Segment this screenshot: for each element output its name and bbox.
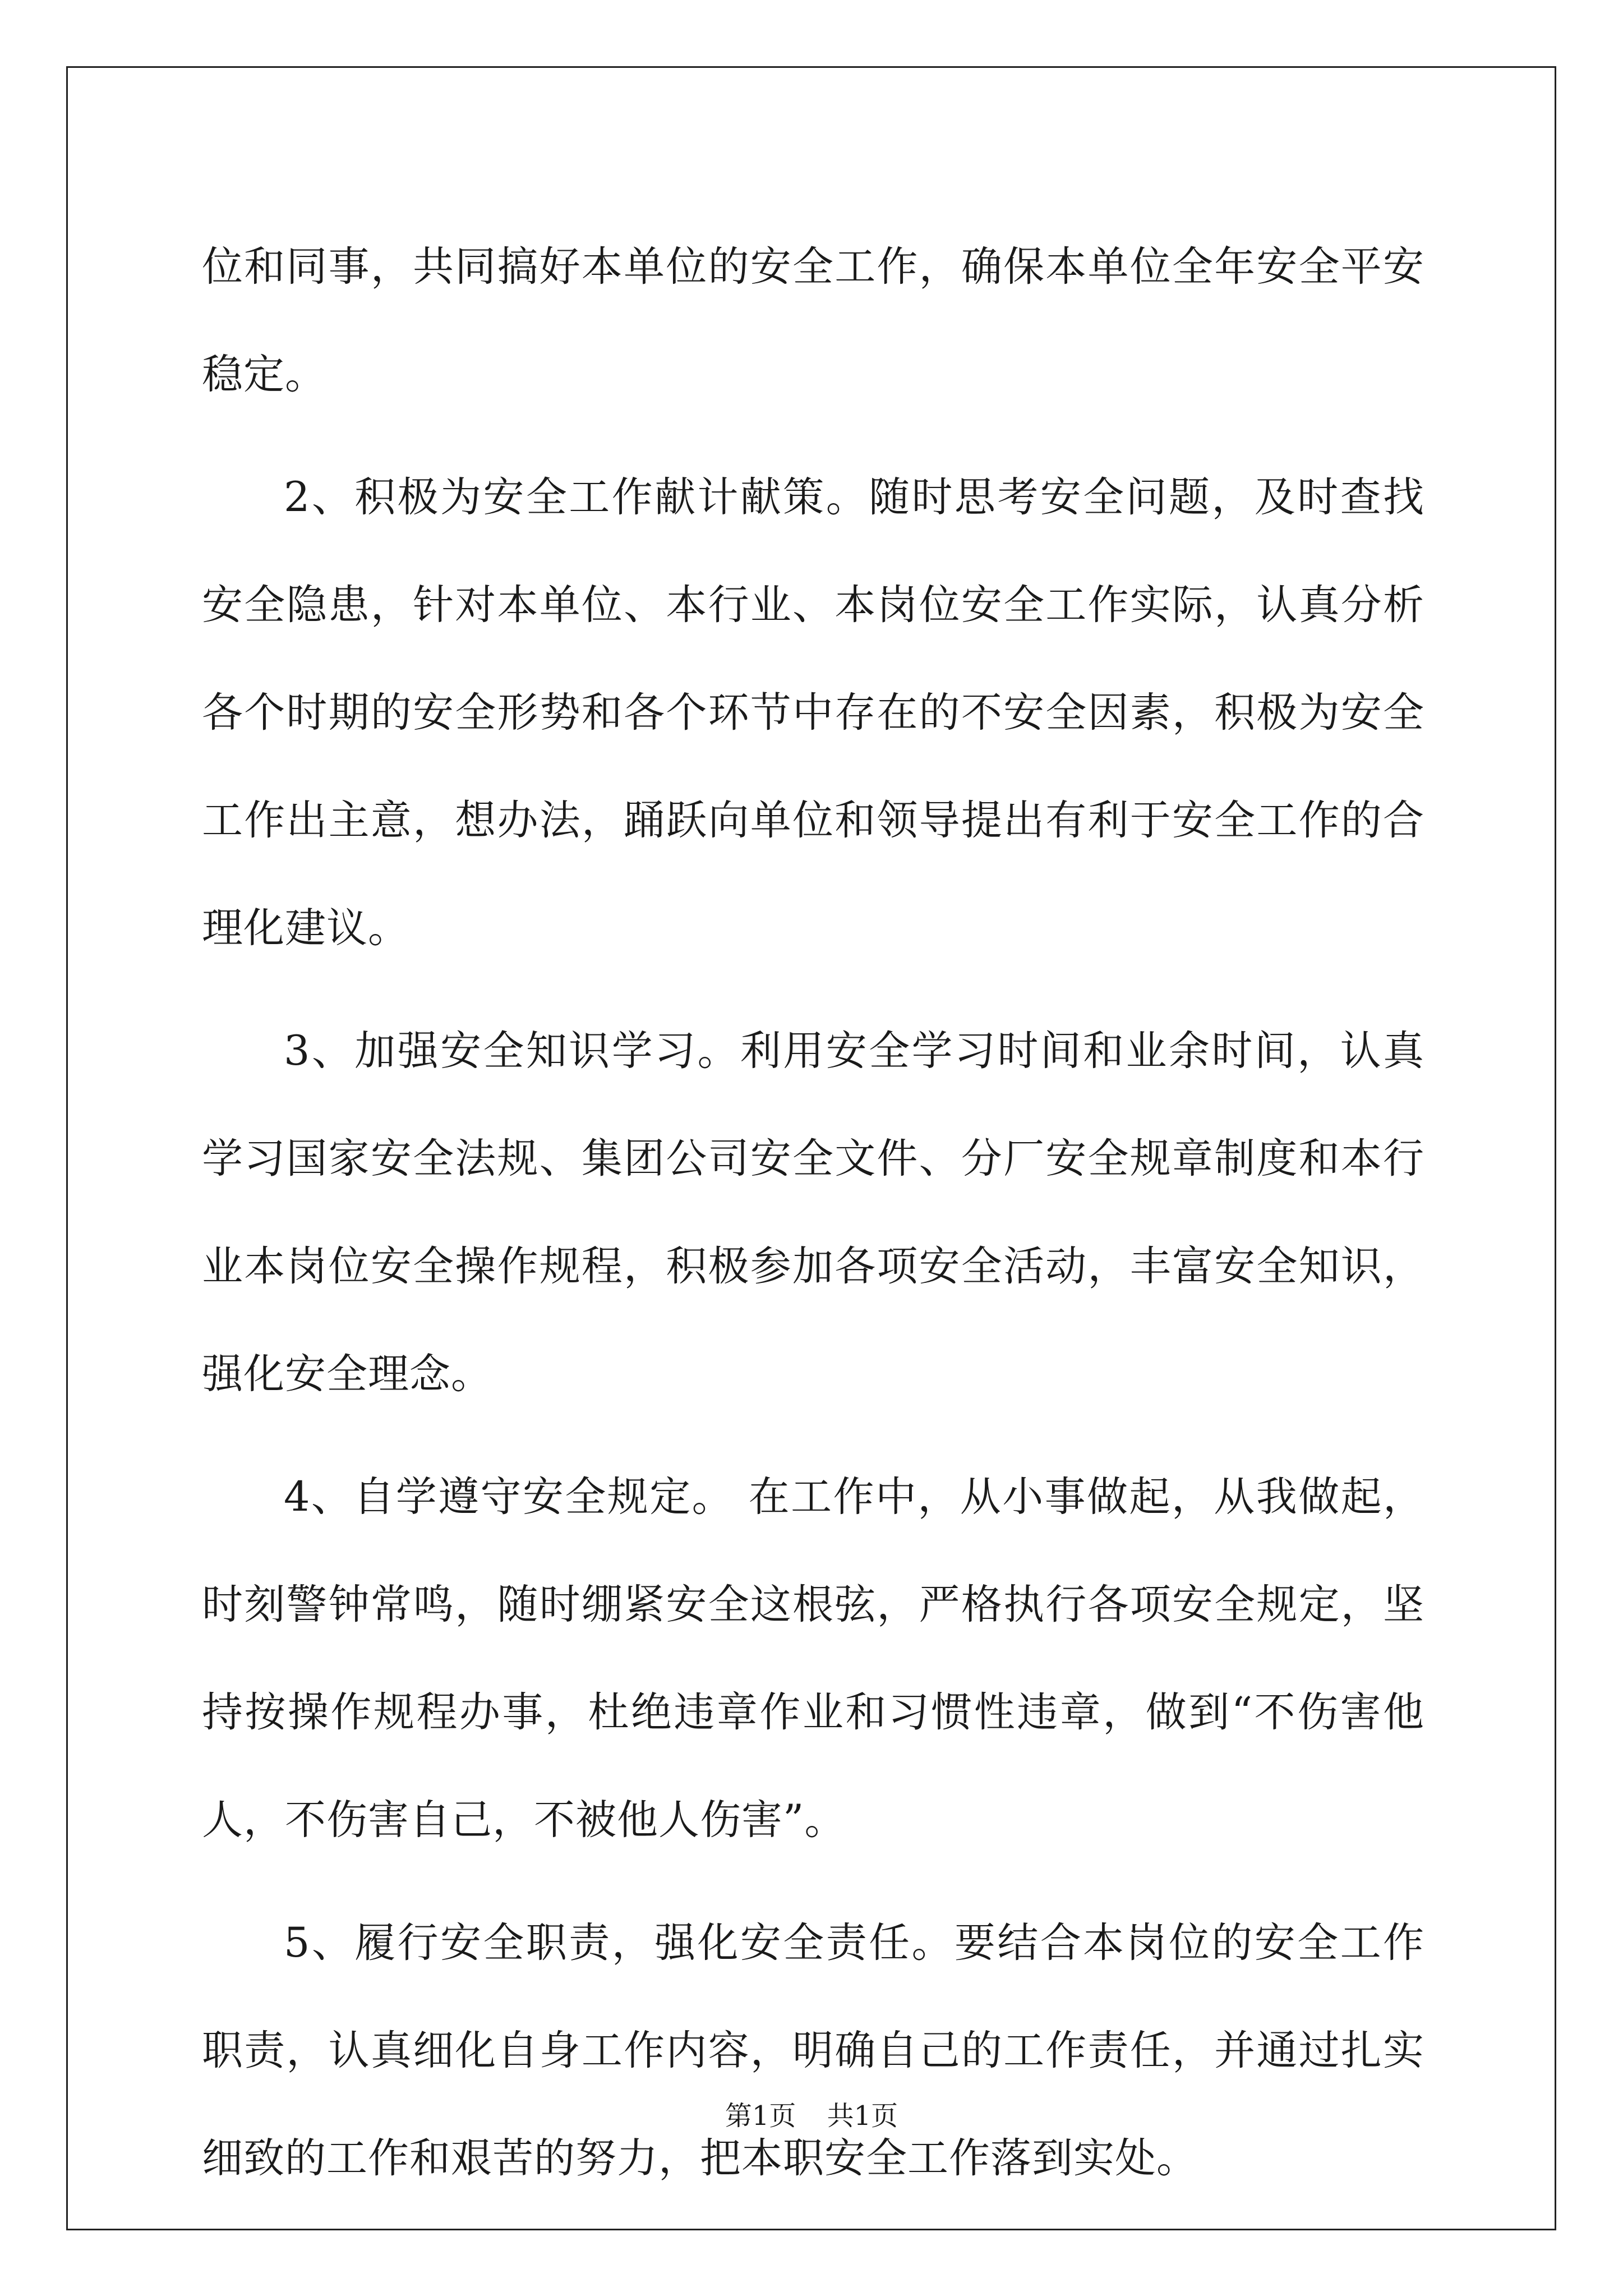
paragraph-4: 4、自学遵守安全规定。 在工作中，从小事做起，从我做起，时刻警钟常鸣，随时绷紧安全这根弦，严格执行各项安全规定，坚持按操作规程办事，杜绝违章作业和习惯性违章，做到“不伤害他人，不伤害自己，不被他人伤害”。	[202, 1473, 1424, 1844]
page-footer	[0, 2099, 1623, 2133]
document-body	[202, 213, 1424, 2228]
paragraph-2: 2、积极为安全工作献计献策。随时思考安全问题，及时查找安全隐患，针对本单位、本行业、本岗位安全工作实际，认真分析各个时期的安全形势和各个环节中存在的不安全因素，积极为安全工作出主意，想办法，踊跃向单位和领导提出有利于安全工作的合理化建议。	[202, 473, 1424, 952]
page-total: 共1页	[827, 2100, 898, 2132]
paragraph-1: 位和同事，共同搞好本单位的安全工作，确保本单位全年安全平安稳定。	[202, 243, 1424, 398]
paragraph-5: 5、履行安全职责，强化安全责任。要结合本岗位的安全工作职责，认真细化自身工作内容，明确自己的工作责任，并通过扎实细致的工作和艰苦的努力，把本职安全工作落到实处。	[202, 1919, 1424, 2182]
paragraph-3: 3、加强安全知识学习。利用安全学习时间和业余时间，认真学习国家安全法规、集团公司安全文件、分厂安全规章制度和本行业本岗位安全操作规程，积极参加各项安全活动，丰富安全知识，强化安全理念。	[202, 1027, 1424, 1398]
page-number: 第1页	[725, 2100, 796, 2132]
